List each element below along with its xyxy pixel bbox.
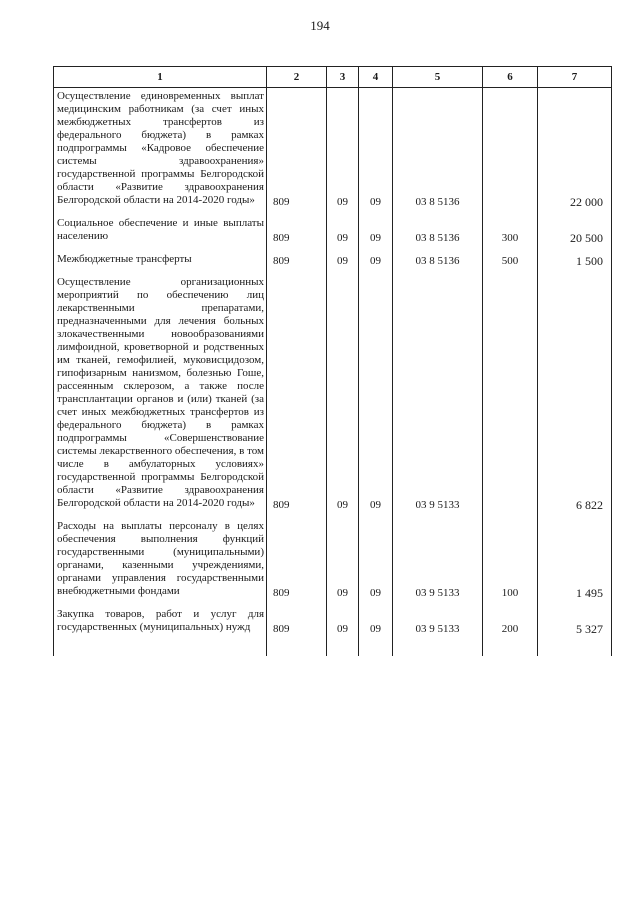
row-vr: 200 bbox=[483, 606, 538, 636]
row-amount: 1 495 bbox=[538, 518, 612, 600]
row-rz: 09 bbox=[327, 606, 359, 636]
row-csr: 03 8 5136 bbox=[393, 251, 483, 268]
row-vr: 300 bbox=[483, 215, 538, 245]
row-csr: 03 9 5133 bbox=[393, 274, 483, 512]
row-rz: 09 bbox=[327, 274, 359, 512]
header-row bbox=[54, 67, 612, 88]
header-col-5: 5 bbox=[393, 67, 483, 88]
row-csr: 03 9 5133 bbox=[393, 518, 483, 600]
table-row bbox=[54, 88, 612, 210]
header-col-1: 1 bbox=[54, 67, 267, 88]
row-name: Закупка товаров, работ и услуг для государственных (муниципальных) нужд bbox=[54, 606, 267, 636]
table-row bbox=[54, 518, 612, 600]
header-col-4: 4 bbox=[359, 67, 393, 88]
row-rz: 09 bbox=[327, 215, 359, 245]
row-csr: 03 8 5136 bbox=[393, 215, 483, 245]
row-vr: 100 bbox=[483, 518, 538, 600]
row-csr: 03 9 5133 bbox=[393, 606, 483, 636]
row-ved: 809 bbox=[267, 88, 327, 210]
row-vr bbox=[483, 88, 538, 210]
table-row bbox=[54, 274, 612, 512]
row-amount: 22 000 bbox=[538, 88, 612, 210]
header-col-2: 2 bbox=[267, 67, 327, 88]
row-ved: 809 bbox=[267, 518, 327, 600]
row-ved: 809 bbox=[267, 274, 327, 512]
row-name: Расходы на выплаты персоналу в целях обеспечения выполнения функций государственными (муниципальными) органами, казенными учреждениями, органами управления государственными внебюджетными фондами bbox=[54, 518, 267, 600]
header-col-3: 3 bbox=[327, 67, 359, 88]
row-rz: 09 bbox=[327, 518, 359, 600]
table-row bbox=[54, 606, 612, 636]
row-pr: 09 bbox=[359, 606, 393, 636]
row-amount: 1 500 bbox=[538, 251, 612, 268]
row-name: Межбюджетные трансферты bbox=[54, 251, 267, 268]
row-ved: 809 bbox=[267, 251, 327, 268]
row-name: Социальное обеспечение и иные выплаты населению bbox=[54, 215, 267, 245]
row-amount: 6 822 bbox=[538, 274, 612, 512]
header-col-6: 6 bbox=[483, 67, 538, 88]
row-pr: 09 bbox=[359, 251, 393, 268]
row-vr: 500 bbox=[483, 251, 538, 268]
row-rz: 09 bbox=[327, 251, 359, 268]
row-vr bbox=[483, 274, 538, 512]
header-col-7: 7 bbox=[538, 67, 612, 88]
row-amount: 5 327 bbox=[538, 606, 612, 636]
budget-table bbox=[53, 66, 612, 656]
table-row bbox=[54, 251, 612, 268]
row-amount: 20 500 bbox=[538, 215, 612, 245]
row-csr: 03 8 5136 bbox=[393, 88, 483, 210]
row-pr: 09 bbox=[359, 88, 393, 210]
row-ved: 809 bbox=[267, 606, 327, 636]
row-pr: 09 bbox=[359, 518, 393, 600]
row-ved: 809 bbox=[267, 215, 327, 245]
table-row bbox=[54, 215, 612, 245]
page-number: 194 bbox=[310, 18, 330, 33]
row-name: Осуществление единовременных выплат медицинским работникам (за счет иных межбюджетных трансфертов из федерального бюджета) в рамках подпрограммы «Кадровое обеспечение системы здравоохранения» государственной программы Белгородской области «Развитие здравоохранения Белгородской области на 2014-2020 годы» bbox=[54, 88, 267, 210]
row-pr: 09 bbox=[359, 274, 393, 512]
row-name: Осуществление организационных мероприятий по обеспечению лиц лекарственными препаратами, предназначенными для лечения больных злокачественными новообразованиями лимфоидной, кроветворной и родственных им тканей, гемофилией, муковисцидозом, гипофизарным нанизмом, болезнью Гоше, рассеянным склерозом, а также после трансплантации органов и (или) тканей (за счет иных межбюджетных трансфертов из федерального бюджета) в рамках подпрограммы «Совершенствование системы лекарственного обеспечения, в том числе в амбулаторных условиях» государственной программы Белгородской области «Развитие здравоохранения Белгородской области на 2014-2020 годы» bbox=[54, 274, 267, 512]
row-rz: 09 bbox=[327, 88, 359, 210]
row-pr: 09 bbox=[359, 215, 393, 245]
